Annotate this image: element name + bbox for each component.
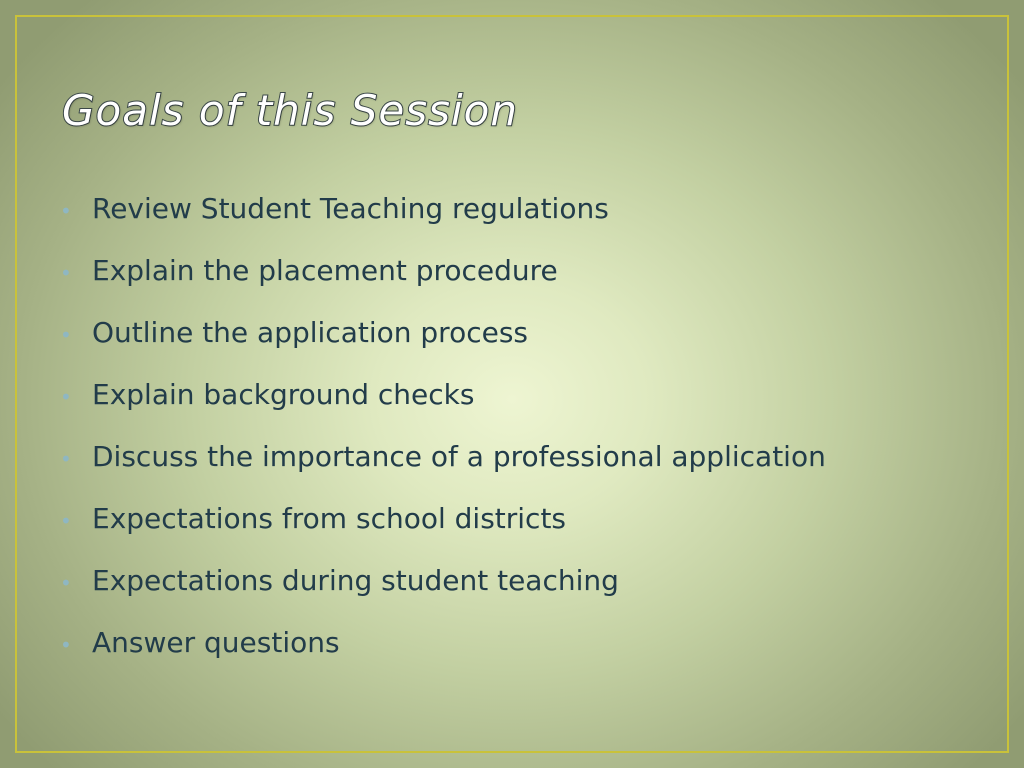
bullet-text: Expectations from school districts	[92, 502, 567, 535]
bullet-text: Explain the placement procedure	[92, 254, 558, 287]
bullet-dot-icon: •	[60, 571, 72, 595]
bullet-item-school-district-expectations	[58, 502, 826, 564]
bullet-item-review-regulations	[58, 192, 826, 254]
bullet-text: Expectations during student teaching	[92, 564, 619, 597]
bullet-item-answer-questions	[58, 626, 826, 688]
bullet-item-student-teaching-expectations	[58, 564, 826, 626]
bullet-dot-icon: •	[60, 633, 72, 657]
bullet-text: Explain background checks	[92, 378, 475, 411]
bullet-item-placement-procedure	[58, 254, 826, 316]
bullet-text: Review Student Teaching regulations	[92, 192, 609, 225]
bullet-list	[58, 192, 826, 688]
bullet-dot-icon: •	[60, 261, 72, 285]
bullet-dot-icon: •	[60, 199, 72, 223]
bullet-dot-icon: •	[60, 509, 72, 533]
bullet-item-application-process	[58, 316, 826, 378]
slide-title: Goals of this Session	[62, 86, 518, 135]
bullet-dot-icon: •	[60, 385, 72, 409]
bullet-dot-icon: •	[60, 323, 72, 347]
bullet-text: Discuss the importance of a professional application	[92, 440, 826, 473]
bullet-text: Outline the application process	[92, 316, 528, 349]
bullet-text: Answer questions	[92, 626, 340, 659]
bullet-item-professional-application	[58, 440, 826, 502]
bullet-dot-icon: •	[60, 447, 72, 471]
bullet-item-background-checks	[58, 378, 826, 440]
